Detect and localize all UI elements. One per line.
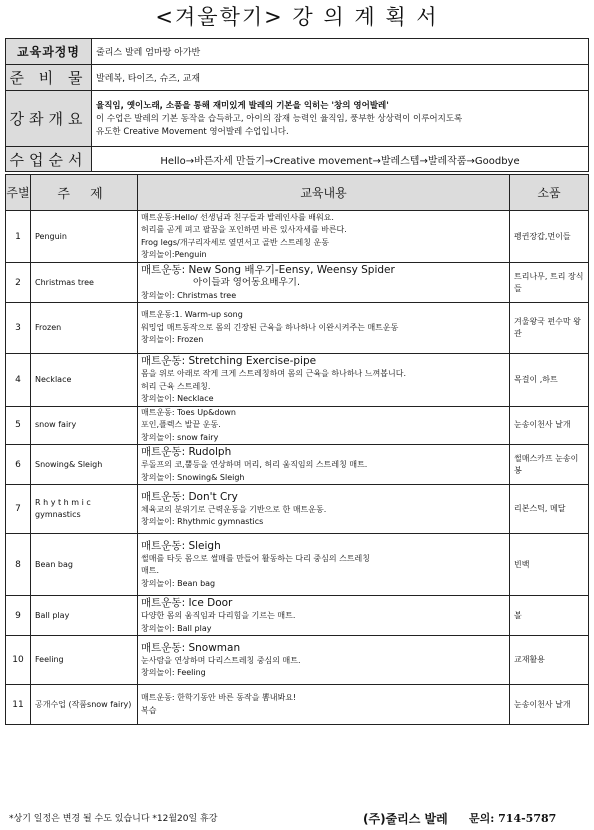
content-line: 창의놀이: Christmas tree: [141, 290, 237, 300]
goal-value: [92, 91, 589, 147]
schedule-note: *상기 일정은 변경 될 수도 있습니다 *12월20일 휴강: [9, 814, 218, 824]
week-topic: Bean bag: [31, 534, 138, 596]
content-line: 워밍업 매트동작으로 몸의 긴장된 근육을 하나하나 이완시켜주는 매트운동: [141, 322, 399, 332]
week-number: 2: [6, 263, 31, 303]
goal-label: 강좌개요: [6, 91, 92, 147]
week-content: [138, 596, 510, 636]
content-line: 창의놀이: Feeling: [141, 668, 206, 677]
content-line: 썰매를 타듯 몸으로 썰매를 만들어 활동하는 다리 중심의 스트레칭: [141, 553, 370, 563]
goal-line-3: 유도한 Creative Movement 영어발레 수업입니다.: [96, 126, 289, 137]
week-topic: R h y t h m i c gymnastics: [31, 485, 138, 534]
week-topic: Penguin: [31, 211, 138, 263]
table-row: [6, 303, 589, 354]
header-week: 주별: [6, 175, 31, 211]
week-topic: Feeling: [31, 636, 138, 685]
content-line: 매트운동: Toes Up&down: [141, 407, 236, 417]
content-line: 포인,플렉스 발끝 운동.: [141, 420, 221, 429]
content-line: 다양한 몸의 움직임과 다리힘을 기르는 매트.: [141, 611, 296, 620]
content-line: 아이들과 영어동요배우기.: [193, 277, 300, 288]
week-number: 1: [6, 211, 31, 263]
week-topic: Christmas tree: [31, 263, 138, 303]
table-row: [6, 445, 589, 485]
content-line: 창의놀이: Snowing& Sleigh: [141, 472, 245, 482]
week-props: 목걸이 ,하트: [510, 354, 589, 407]
content-line: 매트운동: Rudolph: [141, 446, 232, 458]
week-topic: Frozen: [31, 303, 138, 354]
table-row: [6, 636, 589, 685]
content-line: 체육교의 분위기로 근력운동을 기반으로 한 매트운동.: [141, 504, 327, 514]
info-row-materials: [6, 65, 589, 91]
content-line: 매트운동:1. Warm-up song: [141, 310, 243, 320]
organization-name: (주)줄리스 발레: [363, 812, 448, 826]
week-number: 6: [6, 445, 31, 485]
week-props: 겨울왕국 펀수막 왕관: [510, 303, 589, 354]
content-line: 눈사람을 연상하며 다리스트레칭 중심의 매트.: [141, 655, 301, 665]
week-number: 7: [6, 485, 31, 534]
page-title: <겨울학기> 강 의 계 획 서: [155, 5, 439, 29]
content-line: 창의놀이: Rhythmic gymnastics: [141, 517, 264, 526]
week-content: [138, 303, 510, 354]
week-number: 8: [6, 534, 31, 596]
week-props: 썰매스카프 눈송이봉: [510, 445, 589, 485]
week-topic: Ball play: [31, 596, 138, 636]
content-line: 허리 근육 스트레칭.: [141, 381, 211, 391]
table-row: [6, 211, 589, 263]
week-props: 리본스틱, 메달: [510, 485, 589, 534]
week-number: 9: [6, 596, 31, 636]
content-line: 창의놀이: Ball play: [141, 623, 212, 633]
header-items: 소품: [510, 175, 589, 211]
content-line: Frog legs/개구리자세로 옆면서고 골반 스트레칭 운동: [141, 237, 330, 247]
table-row: [6, 354, 589, 407]
week-topic: snow fairy: [31, 406, 138, 445]
order-value: Hello→바른자세 만들기→Creative movement→발레스텝→발레작품→Goodbye: [92, 147, 589, 172]
week-props: 볼: [510, 596, 589, 636]
course-info-table: [5, 38, 589, 172]
week-props: 눈송이천사 날개: [510, 685, 589, 725]
content-line: 매트운동:Hello/ 선생님과 친구들과 발레인사를 배워요.: [141, 212, 334, 222]
content-line: 매트운동: Snowman: [141, 641, 241, 654]
week-content: [138, 485, 510, 534]
content-line: 복습: [141, 705, 157, 715]
table-row: [6, 596, 589, 636]
week-props: 눈송이천사 날개: [510, 406, 589, 445]
content-line: 창의놀이:Penguin: [141, 250, 207, 259]
content-line: 허리를 곧게 펴고 팔꿈을 포인하면 바른 있사자세를 바른다.: [141, 225, 347, 234]
table-row: [6, 534, 589, 596]
info-row-course: [6, 39, 589, 65]
content-line: 매트운동: New Song 배우기-Eensy, Weensy Spider: [141, 264, 395, 276]
content-line: 매트운동: 한학기동안 바른 동작을 뽐내봐요!: [141, 693, 297, 702]
week-props: 교재활용: [510, 636, 589, 685]
content-line: 매트운동: Ice Door: [141, 597, 233, 609]
week-props: 트리나무, 트리 장식들: [510, 263, 589, 303]
week-content: [138, 636, 510, 685]
goal-line-1: 율직임, 옛이노래, 소품을 통해 재미있게 발레의 기본을 익히는 '창의 영어발레': [96, 100, 389, 111]
week-topic: 공개수업 (작품snow fairy): [31, 685, 138, 725]
schedule-table: [5, 174, 589, 725]
week-content: [138, 685, 510, 725]
week-number: 10: [6, 636, 31, 685]
content-line: 창의놀이: Frozen: [141, 335, 204, 345]
table-row: [6, 685, 589, 725]
header-topic: 주 제: [31, 175, 138, 211]
info-row-order: [6, 147, 589, 172]
content-line: 창의놀이: snow fairy: [141, 432, 219, 442]
week-content: [138, 354, 510, 407]
week-content: [138, 406, 510, 445]
materials-label: 준 비 물: [6, 65, 92, 91]
goal-line-2: 이 수업은 발레의 기본 동작을 습득하고, 아이의 잠재 능력인 율직임, 풍부한 상상력이 이루어지도록: [96, 113, 463, 124]
table-row: [6, 485, 589, 534]
week-number: 3: [6, 303, 31, 354]
content-line: 매트운동: Stretching Exercise-pipe: [141, 355, 317, 367]
contact-phone: 문의: 714-5787: [469, 812, 557, 825]
course-value: 줄리스 발레 엄마랑 아가반: [92, 39, 589, 65]
footer: [5, 810, 589, 828]
content-line: 매트운동: Don't Cry: [141, 490, 238, 503]
content-line: 창의놀이: Necklace: [141, 394, 214, 403]
table-row: [6, 406, 589, 445]
week-number: 11: [6, 685, 31, 725]
header-content: 교육내용: [138, 175, 510, 211]
schedule-header-row: [6, 175, 589, 211]
content-line: 매트운동: Sleigh: [141, 539, 221, 552]
week-number: 4: [6, 354, 31, 407]
info-row-goal: [6, 91, 589, 147]
table-row: [6, 263, 589, 303]
materials-value: 발레복, 타이즈, 슈즈, 교재: [92, 65, 589, 91]
week-props: 빈백: [510, 534, 589, 596]
week-topic: Snowing& Sleigh: [31, 445, 138, 485]
content-line: 매트.: [141, 566, 159, 576]
week-topic: Necklace: [31, 354, 138, 407]
content-line: 창의놀이: Bean bag: [141, 578, 216, 588]
week-content: [138, 445, 510, 485]
week-content: [138, 211, 510, 263]
content-line: 몸을 위로 아래로 작게 크게 스트레칭하며 몸의 근육을 하나하나 느껴봅니다.: [141, 369, 406, 378]
week-number: 5: [6, 406, 31, 445]
week-content: [138, 534, 510, 596]
course-label: 교육과정명: [6, 39, 92, 65]
order-label: 수업순서: [6, 147, 92, 172]
week-content: [138, 263, 510, 303]
content-line: 루돌프의 코,뿔등을 연상하며 머리, 허리 움직임의 스트레칭 매트.: [141, 460, 368, 469]
week-props: 펭귄장갑,먼이들: [510, 211, 589, 263]
